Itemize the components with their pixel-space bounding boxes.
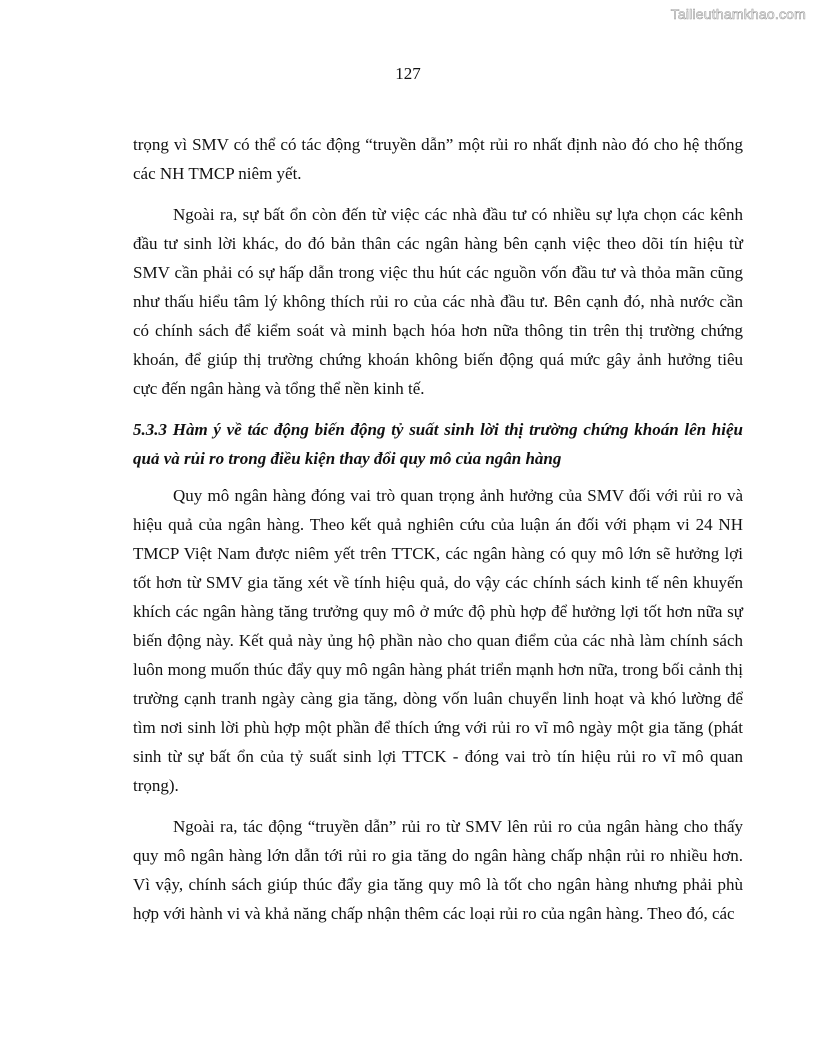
- page-number: 127: [395, 64, 421, 83]
- paragraph: Ngoài ra, sự bất ổn còn đến từ việc các nhà đầu tư có nhiều sự lựa chọn các kênh đầu tư sinh lời khác, do đó bản thân các ngân hàng bên cạnh việc theo dõi tín hiệu từ SMV cần phải có sự hấp dẫn trong việc thu hút các nguồn vốn đầu tư và thỏa mãn cũng như thấu hiểu tâm lý không thích rủi ro của các nhà đầu tư. Bên cạnh đó, nhà nước cần có chính sách để kiểm soát và minh bạch hóa hơn nữa thông tin trên thị trường chứng khoán, để giúp thị trường chứng khoán không biến động quá mức gây ảnh hưởng tiêu cực đến ngân hàng và tổng thể nền kinh tế.: [133, 205, 743, 398]
- watermark: Tailieuthamkhao.com: [670, 6, 806, 22]
- paragraph-continuation: trọng vì SMV có thể có tác động “truyền dẫn” một rủi ro nhất định nào đó cho hệ thống các NH TMCP niêm yết.: [133, 135, 743, 183]
- document-body: [133, 130, 743, 940]
- section-heading: 5.3.3 Hàm ý về tác động biến động tỷ suất sinh lời thị trường chứng khoán lên hiệu quả và rủi ro trong điều kiện thay đổi quy mô của ngân hàng: [133, 420, 743, 468]
- paragraph: Quy mô ngân hàng đóng vai trò quan trọng ảnh hưởng của SMV đối với rủi ro và hiệu quả của ngân hàng. Theo kết quả nghiên cứu của luận án đối với phạm vi 24 NH TMCP Việt Nam được niêm yết trên TTCK, các ngân hàng có quy mô lớn sẽ hưởng lợi tốt hơn từ SMV gia tăng xét về tính hiệu quả, do vậy các chính sách kinh tế nên khuyến khích các ngân hàng tăng trưởng quy mô ở mức độ phù hợp để hưởng lợi tốt hơn nữa sự biến động này. Kết quả này ủng hộ phần nào cho quan điểm của các nhà làm chính sách luôn mong muốn thúc đẩy quy mô ngân hàng phát triển mạnh hơn nữa, trong bối cảnh thị trường cạnh tranh ngày càng gia tăng, dòng vốn luân chuyển linh hoạt và khó lường để tìm nơi sinh lời phù hợp một phần để thích ứng với rủi ro vĩ mô ngày một gia tăng (phát sinh từ sự bất ổn của tỷ suất sinh lợi TTCK - đóng vai trò tín hiệu rủi ro vĩ mô quan trọng).: [133, 486, 743, 795]
- paragraph: Ngoài ra, tác động “truyền dẫn” rủi ro từ SMV lên rủi ro của ngân hàng cho thấy quy mô ngân hàng lớn dẫn tới rủi ro gia tăng do ngân hàng chấp nhận rủi ro nhiều hơn. Vì vậy, chính sách giúp thúc đẩy gia tăng quy mô là tốt cho ngân hàng nhưng phải phù hợp với hành vi và khả năng chấp nhận thêm các loại rủi ro của ngân hàng. Theo đó, các: [133, 817, 743, 923]
